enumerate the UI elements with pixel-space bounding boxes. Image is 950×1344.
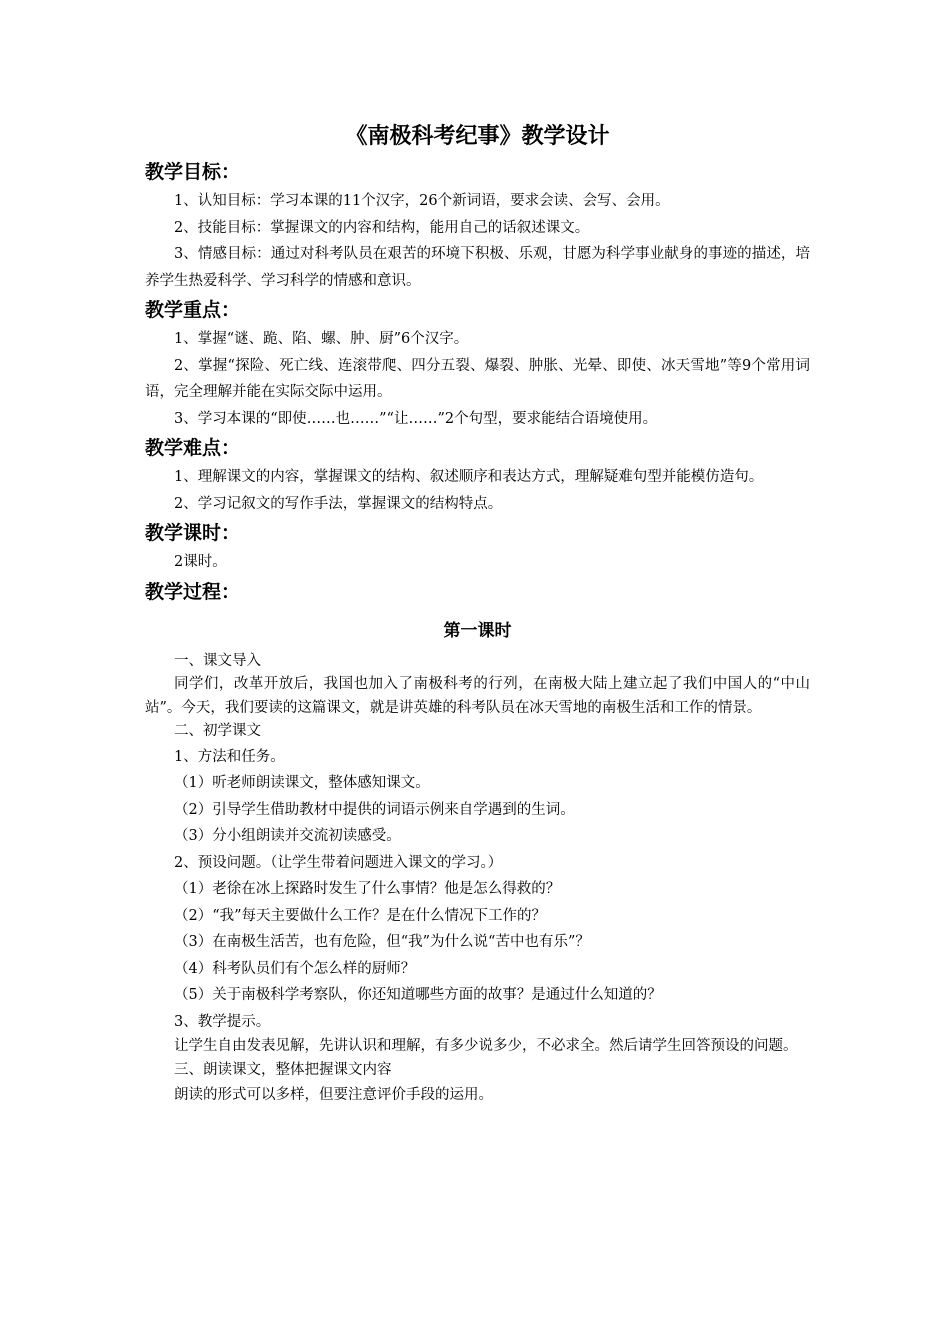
- section-heading-process: 教学过程：: [145, 580, 241, 603]
- key-point-item: 1、掌握“谜、跪、陷、螺、肿、厨”6个汉字。: [174, 331, 469, 347]
- document-title: 《南极科考纪事》教学设计: [345, 123, 610, 149]
- document-page: [145, 118, 810, 1109]
- lesson-title: 第一课时: [443, 620, 512, 641]
- section-heading-objectives: 教学目标：: [145, 161, 241, 183]
- process-item: （2）“我”每天主要做什么工作？是在什么情况下工作的？: [174, 907, 547, 924]
- process-item: 同学们，改革开放后，我国也加入了南极科考的行列，在南极大陆上建立起了我们中国人的“中山站”。今天，我们要读的这篇课文，就是讲英雄的科考队员在冰天雪地的南极生活和工作的情景。: [145, 676, 810, 716]
- key-point-item: 3、学习本课的“即使……也……”“让……”2个句型，要求能结合语境使用。: [174, 410, 658, 427]
- process-item: 让学生自由发表见解，先讲认识和理解，有多少说多少，不必求全。然后请学生回答预设的问题。: [174, 1038, 798, 1054]
- process-item: （1）老徐在冰上探路时发生了什么事情？他是怎么得救的？: [174, 881, 561, 897]
- section-heading-difficulties: 教学难点：: [145, 437, 241, 459]
- process-item: （1）听老师朗读课文，整体感知课文。: [174, 775, 430, 791]
- objective-item: 3、情感目标：通过对科考队员在艰苦的环境下积极、乐观，甘愿为科学事业献身的事迹的描述，培养学生热爱科学、学习科学的情感和意识。: [145, 246, 810, 289]
- process-item: 三、朗读课文，整体把握课文内容: [174, 1061, 392, 1078]
- process-item: （2）引导学生借助教材中提供的词语示例来自学遇到的生词。: [174, 801, 575, 818]
- section-heading-hours: 教学课时：: [145, 522, 241, 544]
- process-item: （3）分小组朗读并交流初读感受。: [174, 828, 401, 844]
- objective-item: 1、认知目标：学习本课的11个汉字，26个新词语，要求会读、会写、会用。: [174, 193, 670, 209]
- process-item: 3、教学提示。: [174, 1013, 271, 1030]
- process-item: 朗读的形式可以多样，但要注意评价手段的运用。: [174, 1087, 493, 1103]
- difficulty-item: 1、理解课文的内容，掌握课文的结构、叙述顺序和表达方式，理解疑难句型并能模仿造句。: [174, 469, 764, 485]
- key-point-item: 2、掌握“探险、死亡线、连滚带爬、四分五裂、爆裂、肿胀、光晕、即使、冰天雪地”等9个常用词语，完全理解并能在实际交际中运用。: [145, 357, 810, 400]
- process-item: 一、课文导入: [174, 652, 261, 669]
- process-item: 2、预设问题。（让学生带着问题进入课文的学习。）: [174, 854, 503, 871]
- process-item: （5）关于南极科学考察队，你还知道哪些方面的故事？是通过什么知道的？: [174, 987, 662, 1003]
- process-item: （3）在南极生活苦，也有危险，但“我”为什么说“苦中也有乐”？: [174, 934, 590, 950]
- section-heading-key-points: 教学重点：: [145, 299, 241, 321]
- process-item: 1、方法和任务。: [174, 748, 285, 765]
- objective-item: 2、技能目标：掌握课文的内容和结构，能用自己的话叙述课文。: [174, 219, 590, 236]
- process-item: （4）科考队员们有个怎么样的厨师？: [174, 960, 416, 977]
- hours-item: 2课时。: [174, 554, 227, 570]
- difficulty-item: 2、学习记叙文的写作手法，掌握课文的结构特点。: [174, 495, 503, 512]
- process-item: 二、初学课文: [174, 723, 261, 739]
